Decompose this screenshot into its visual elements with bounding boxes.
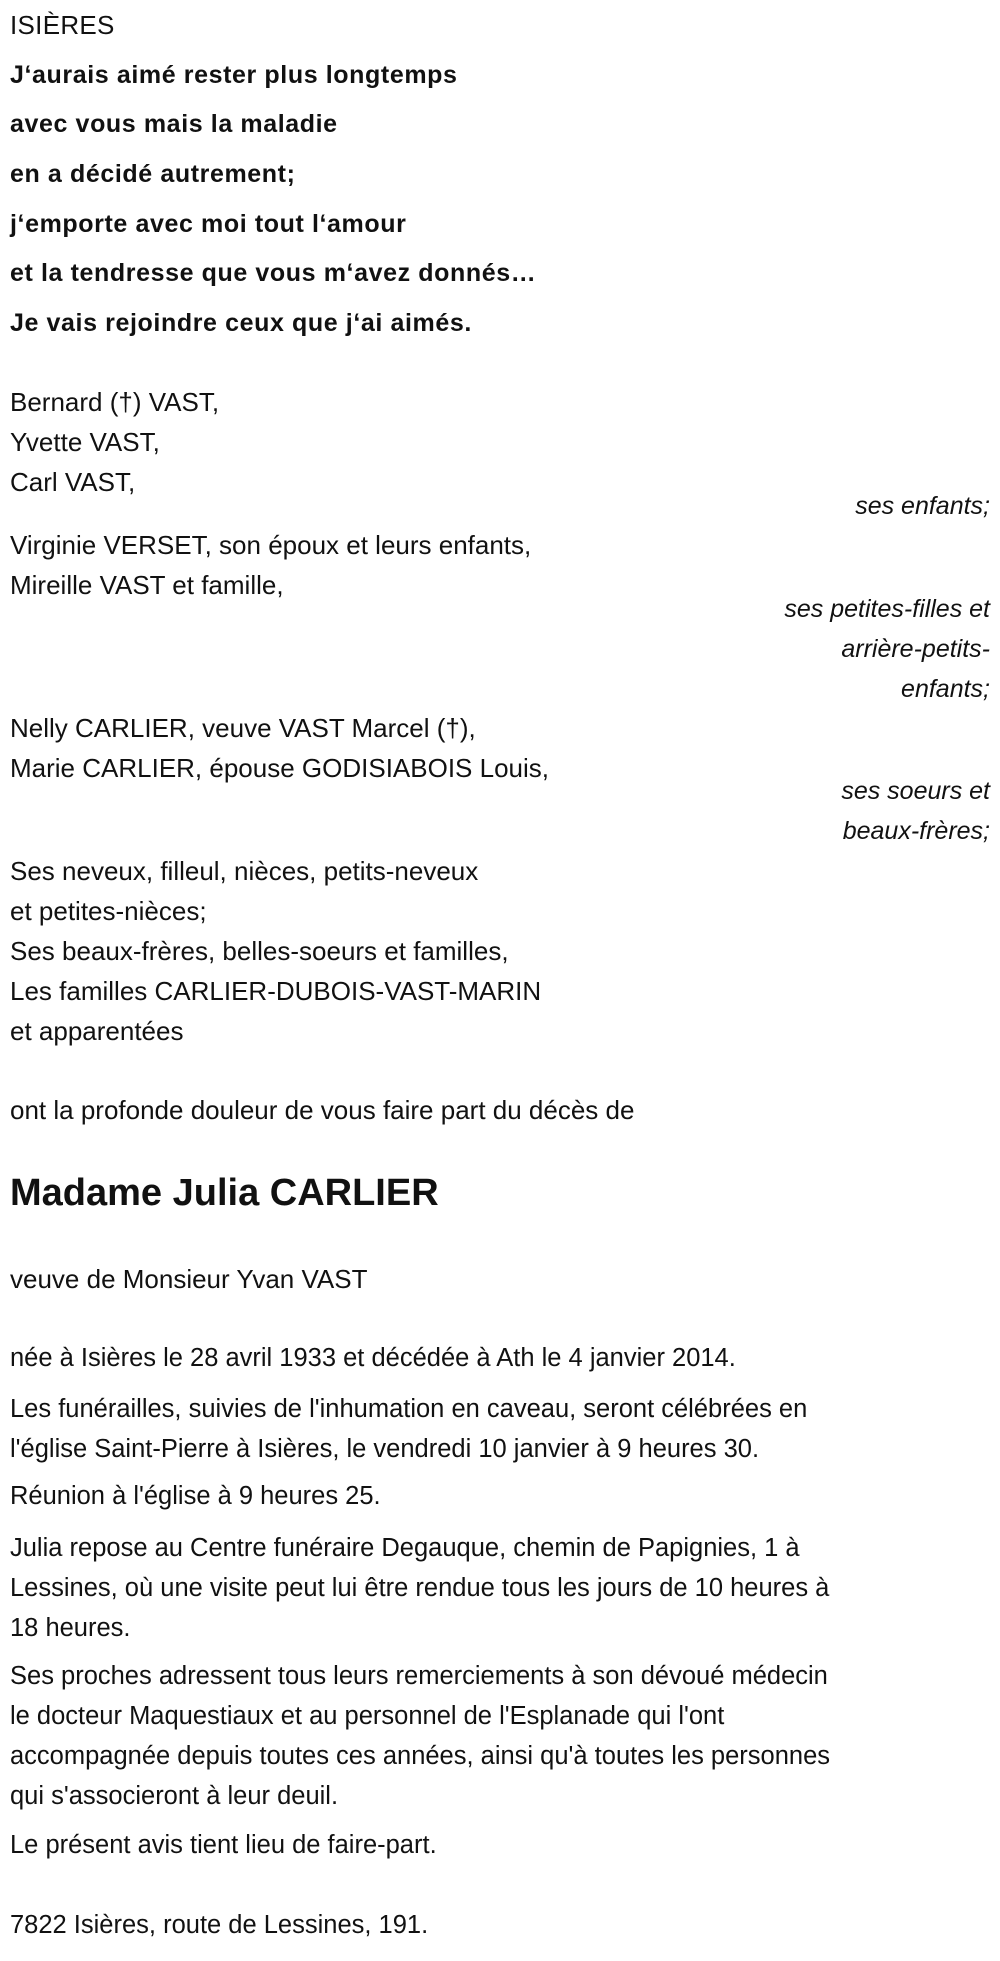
relation-label-grandchildren: arrière-petits- xyxy=(841,635,990,663)
relation-label-children: ses enfants; xyxy=(855,492,990,520)
family-member: et apparentées xyxy=(10,1016,184,1046)
meeting-line: Réunion à l'église à 9 heures 25. xyxy=(10,1482,381,1510)
poem-line: en a décidé autrement; xyxy=(10,160,296,188)
thanks-line: qui s'associeront à leur deuil. xyxy=(10,1782,339,1810)
notice-line: Le présent avis tient lieu de faire-part. xyxy=(10,1831,437,1859)
poem-line: et la tendresse que vous m‘avez donnés… xyxy=(10,259,537,287)
repose-line: 18 heures. xyxy=(10,1614,131,1642)
address-line: 7822 Isières, route de Lessines, 191. xyxy=(10,1911,429,1939)
family-member: Yvette VAST, xyxy=(10,427,160,457)
place-heading: ISIÈRES xyxy=(10,10,115,40)
deceased-name: Madame Julia CARLIER xyxy=(10,1172,439,1214)
family-member: Les familles CARLIER-DUBOIS-VAST-MARIN xyxy=(10,976,542,1006)
thanks-line: le docteur Maquestiaux et au personnel de l'Esplanade qui l'ont xyxy=(10,1702,725,1730)
deceased-spouse: veuve de Monsieur Yvan VAST xyxy=(10,1264,368,1294)
family-member: Carl VAST, xyxy=(10,467,136,497)
family-member: Marie CARLIER, épouse GODISIABOIS Louis, xyxy=(10,753,549,783)
relation-label-grandchildren: ses petites-filles et xyxy=(784,595,990,623)
funeral-line: l'église Saint-Pierre à Isières, le vendredi 10 janvier à 9 heures 30. xyxy=(10,1435,760,1463)
birth-death-line: née à Isières le 28 avril 1933 et décédée à Ath le 4 janvier 2014. xyxy=(10,1344,736,1372)
poem-line: j‘emporte avec moi tout l‘amour xyxy=(10,210,407,238)
family-member: Ses beaux-frères, belles-soeurs et familles, xyxy=(10,936,509,966)
poem-line: Je vais rejoindre ceux que j‘ai aimés. xyxy=(10,309,472,337)
funeral-line: Les funérailles, suivies de l'inhumation en caveau, seront célébrées en xyxy=(10,1395,808,1423)
family-member: Mireille VAST et famille, xyxy=(10,570,284,600)
family-member: Ses neveux, filleul, nièces, petits-neveux xyxy=(10,856,479,886)
thanks-line: accompagnée depuis toutes ces années, ainsi qu'à toutes les personnes xyxy=(10,1742,830,1770)
repose-line: Julia repose au Centre funéraire Degauque, chemin de Papignies, 1 à xyxy=(10,1534,800,1562)
poem-line: J‘aurais aimé rester plus longtemps xyxy=(10,61,458,89)
announcement-text: ont la profonde douleur de vous faire part du décès de xyxy=(10,1095,635,1125)
poem-line: avec vous mais la maladie xyxy=(10,110,338,138)
family-member: Virginie VERSET, son époux et leurs enfants, xyxy=(10,530,532,560)
thanks-line: Ses proches adressent tous leurs remerciements à son dévoué médecin xyxy=(10,1662,828,1690)
relation-label-siblings: beaux-frères; xyxy=(842,817,990,845)
family-member: Nelly CARLIER, veuve VAST Marcel (†), xyxy=(10,713,476,743)
relation-label-grandchildren: enfants; xyxy=(901,675,990,703)
repose-line: Lessines, où une visite peut lui être rendue tous les jours de 10 heures à xyxy=(10,1574,830,1602)
family-member: Bernard (†) VAST, xyxy=(10,387,220,417)
relation-label-siblings: ses soeurs et xyxy=(841,777,990,805)
family-member: et petites-nièces; xyxy=(10,896,207,926)
